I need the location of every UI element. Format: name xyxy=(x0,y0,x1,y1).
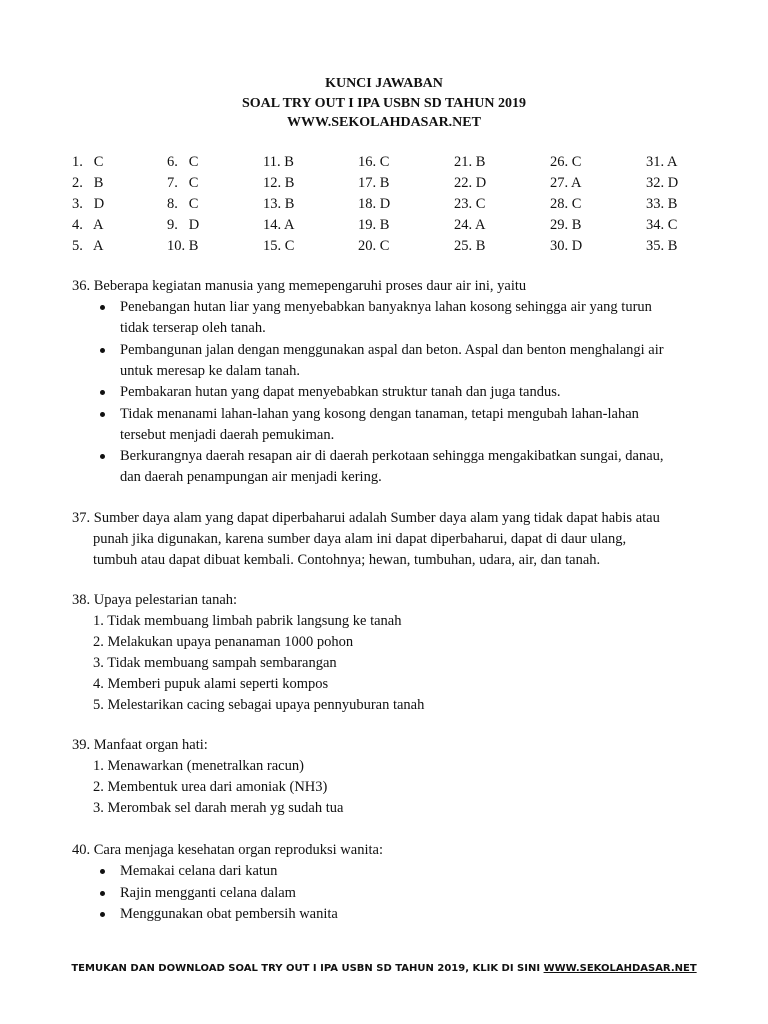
header-website: WWW.SEKOLAHDASAR.NET xyxy=(287,115,481,130)
answer-item: 31. A xyxy=(646,154,678,170)
answer-item: 23. C xyxy=(454,196,486,212)
list-item xyxy=(72,904,712,925)
answer-item: 19. B xyxy=(358,217,390,233)
question-39 xyxy=(72,735,712,819)
question-38-list xyxy=(72,611,712,716)
answer-item: 21. B xyxy=(454,154,486,170)
question-36-bullets xyxy=(72,297,712,488)
answer-item: 20. C xyxy=(358,238,390,254)
list-item: 5. Melestarikan cacing sebagai upaya pennyuburan tanah xyxy=(93,697,425,713)
question-38 xyxy=(72,590,712,716)
answer-column-2 xyxy=(167,152,257,257)
question-39-heading: 39. Manfaat organ hati: xyxy=(72,737,208,753)
answer-item: 16. C xyxy=(358,154,390,170)
question-36 xyxy=(72,276,712,489)
list-item: 3. Tidak membuang sampah sembarangan xyxy=(93,655,337,671)
answer-column-5 xyxy=(454,152,544,257)
answer-item: 7. C xyxy=(167,175,199,191)
footer-text: TEMUKAN DAN DOWNLOAD SOAL TRY OUT I IPA USBN SD TAHUN 2019, KLIK DI SINI xyxy=(71,963,544,974)
answer-column-4 xyxy=(358,152,448,257)
question-40 xyxy=(72,840,712,926)
bullet-icon xyxy=(100,912,105,917)
answer-item: 18. D xyxy=(358,196,391,212)
bullet-icon xyxy=(100,412,105,417)
answer-column-7 xyxy=(646,152,736,257)
list-item xyxy=(72,382,712,403)
list-item xyxy=(72,297,712,339)
bullet-text: Menggunakan obat pembersih wanita xyxy=(120,906,338,922)
bullet-text: Memakai celana dari katun xyxy=(120,863,278,879)
answer-item: 27. A xyxy=(550,175,582,191)
header-title: KUNCI JAWABAN xyxy=(325,76,443,91)
bullet-text: Penebangan hutan liar yang menyebabkan banyaknya lahan kosong sehingga air yang turun xyxy=(120,299,652,315)
answer-item: 28. C xyxy=(550,196,582,212)
answer-item: 1. C xyxy=(72,154,104,170)
question-40-bullets xyxy=(72,861,712,925)
list-item: 1. Tidak membuang limbah pabrik langsung ke tanah xyxy=(93,613,402,629)
bullet-text-continued: tersebut menjadi daerah pemukiman. xyxy=(120,426,335,443)
question-36-heading: 36. Beberapa kegiatan manusia yang memepengaruhi proses daur air ini, yaitu xyxy=(72,278,527,294)
answer-item: 33. B xyxy=(646,196,678,212)
answer-item: 6. C xyxy=(167,154,199,170)
list-item: 1. Menawarkan (menetralkan racun) xyxy=(93,758,304,774)
bullet-text: Pembakaran hutan yang dapat menyebabkan struktur tanah dan juga tandus. xyxy=(120,384,561,400)
bullet-icon xyxy=(100,348,105,353)
list-item xyxy=(72,404,712,446)
bullet-icon xyxy=(100,305,105,310)
question-37-line: tumbuh atau dapat dibuat kembali. Contohnya; hewan, tumbuhan, udara, air, dan tanah. xyxy=(93,552,601,568)
bullet-text: Pembangunan jalan dengan menggunakan aspal dan beton. Aspal dan benton menghalangi air xyxy=(120,341,664,358)
question-39-list xyxy=(72,756,712,819)
answer-item: 9. D xyxy=(167,217,200,233)
bullet-text: Rajin mengganti celana dalam xyxy=(120,884,296,901)
bullet-icon xyxy=(100,891,105,896)
list-item: 3. Merombak sel darah merah yg sudah tua xyxy=(93,800,344,816)
answer-item: 2. B xyxy=(72,175,104,191)
question-40-heading: 40. Cara menjaga kesehatan organ reproduksi wanita: xyxy=(72,842,383,858)
answer-item: 32. D xyxy=(646,175,679,191)
question-37 xyxy=(72,508,712,571)
list-item: 4. Memberi pupuk alami seperti kompos xyxy=(93,676,329,692)
answer-item: 10. B xyxy=(167,238,199,254)
answer-item: 24. A xyxy=(454,217,486,233)
bullet-text: Tidak menanami lahan-lahan yang kosong dengan tanaman, tetapi mengubah lahan-lahan xyxy=(120,405,639,422)
answer-item: 4. A xyxy=(72,217,104,233)
bullet-icon xyxy=(100,869,105,874)
answer-item: 22. D xyxy=(454,175,487,191)
answer-item: 17. B xyxy=(358,175,390,191)
answer-item: 13. B xyxy=(263,196,295,212)
answer-item: 15. C xyxy=(263,238,295,254)
document-header xyxy=(0,74,768,133)
answer-item: 35. B xyxy=(646,238,678,254)
answer-key-grid xyxy=(72,152,692,258)
answer-item: 14. A xyxy=(263,217,295,233)
answer-item: 25. B xyxy=(454,238,486,254)
answer-item: 29. B xyxy=(550,217,582,233)
list-item: 2. Membentuk urea dari amoniak (NH3) xyxy=(93,779,328,795)
page-footer xyxy=(0,963,768,974)
footer-website-link[interactable]: WWW.SEKOLAHDASAR.NET xyxy=(543,963,697,974)
question-38-heading: 38. Upaya pelestarian tanah: xyxy=(72,592,238,608)
answer-column-6 xyxy=(550,152,640,257)
list-item xyxy=(72,340,712,382)
answer-item: 11. B xyxy=(263,154,294,170)
answer-column-3 xyxy=(263,152,353,257)
bullet-text-continued: dan daerah penampungan air menjadi kering. xyxy=(120,469,382,485)
list-item xyxy=(72,883,712,904)
list-item xyxy=(72,446,712,488)
header-subtitle: SOAL TRY OUT I IPA USBN SD TAHUN 2019 xyxy=(242,95,526,111)
answer-item: 30. D xyxy=(550,238,583,254)
answer-item: 26. C xyxy=(550,154,582,170)
bullet-icon xyxy=(100,454,105,459)
answer-item: 12. B xyxy=(263,175,295,191)
answer-item: 5. A xyxy=(72,238,104,254)
bullet-text: Berkurangnya daerah resapan air di daerah perkotaan sehingga mengakibatkan sungai, danau, xyxy=(120,448,664,464)
answer-item: 34. C xyxy=(646,217,678,233)
bullet-text-continued: tidak terserap oleh tanah. xyxy=(120,320,266,336)
answer-item: 3. D xyxy=(72,196,105,212)
bullet-icon xyxy=(100,390,105,395)
list-item: 2. Melakukan upaya penanaman 1000 pohon xyxy=(93,634,354,650)
question-37-line: 37. Sumber daya alam yang dapat diperbaharui adalah Sumber daya alam yang tidak dapat habis atau xyxy=(72,510,660,526)
question-37-line: punah jika digunakan, karena sumber daya alam ini dapat diperbaharui, dapat di daur ulang, xyxy=(93,531,627,547)
answer-column-1 xyxy=(72,152,162,257)
bullet-text-continued: untuk meresap ke dalam tanah. xyxy=(120,362,300,379)
answer-item: 8. C xyxy=(167,196,199,212)
list-item xyxy=(72,861,712,882)
